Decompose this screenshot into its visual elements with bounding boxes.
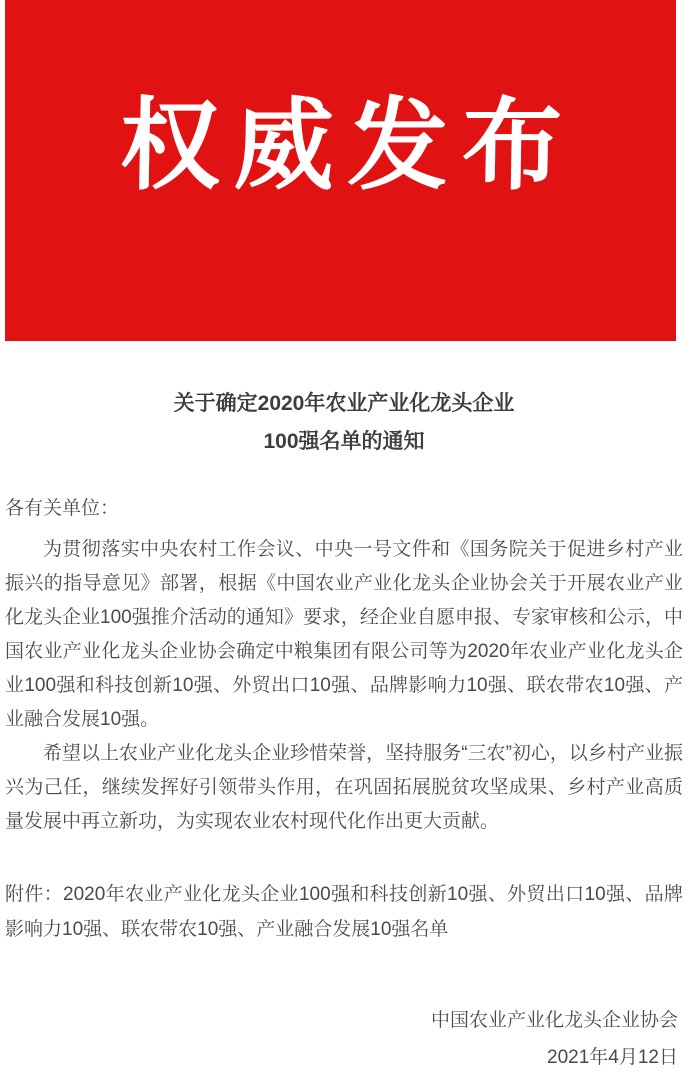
notice-document <box>0 385 688 1076</box>
notice-title-line1: 关于确定2020年农业产业化龙头企业 <box>173 392 515 415</box>
signature-block <box>5 1002 683 1076</box>
signature-org: 中国农业产业化龙头企业协会 <box>430 1010 678 1031</box>
signature-date: 2021年4月12日 <box>547 1047 678 1068</box>
body-paragraph-1: 为贯彻落实中央农村工作会议、中央一号文件和《国务院关于促进乡村产业振兴的指导意见》部署，根据《中国农业产业化龙头企业协会关于开展农业产业化龙头企业100强推介活动的通知》要求，经企业自愿申报、专家审核和公示，中国农业产业化龙头企业协会确定中粮集团有限公司等为2020年农业产业化龙头企业100强和科技创新10强、外贸出口10强、品牌影响力10强、联农带农10强、产业融合发展10强。 <box>5 539 683 730</box>
authority-release-banner <box>5 0 676 341</box>
attachment-line: 附件：2020年农业产业化龙头企业100强和科技创新10强、外贸出口10强、品牌影响力10强、联农带农10强、产业融合发展10强名单 <box>5 884 683 940</box>
notice-title <box>5 385 683 461</box>
body-paragraph-2: 希望以上农业产业化龙头企业珍惜荣誉，坚持服务“三农”初心，以乡村产业振兴为己任，继续发挥好引领带头作用，在巩固拓展脱贫攻坚成果、乡村产业高质量发展中再立新功，为实现农业农村现代化作出更大贡献。 <box>5 743 683 832</box>
notice-title-line2: 100强名单的通知 <box>263 430 425 453</box>
banner-title: 权威发布 <box>118 89 577 202</box>
salutation: 各有关单位： <box>5 498 120 519</box>
